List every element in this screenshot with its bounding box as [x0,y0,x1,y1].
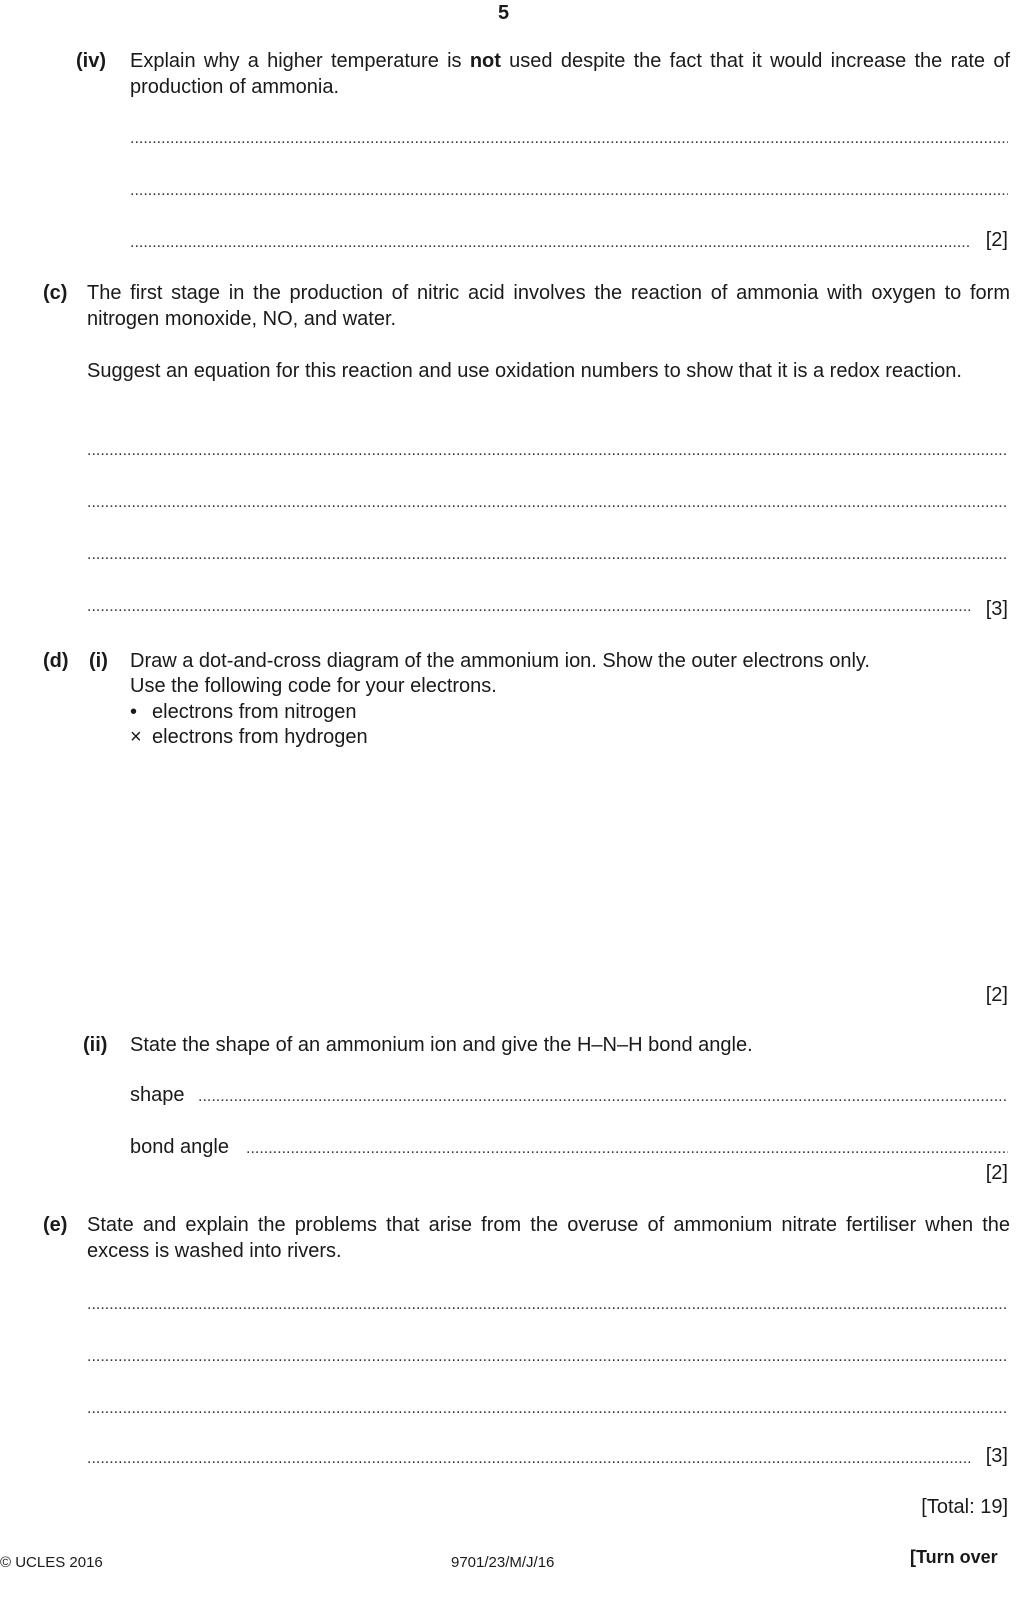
bullet-nitrogen-text: electrons from nitrogen [152,701,357,723]
question-iv-label: (iv) [76,50,106,72]
question-iv-text-before: Explain why a higher temperature is [130,50,470,72]
bond-angle-label: bond angle [130,1136,229,1158]
bullet-hydrogen [130,724,368,750]
question-d-ii-label: (ii) [83,1034,108,1056]
cross-symbol: × [130,726,142,748]
mark-e: [3] [985,1445,1008,1467]
question-c-label: (c) [43,282,68,304]
question-d-i-line1: Draw a dot-and-cross diagram of the ammonium ion. Show the outer electrons only. [130,650,870,672]
mark-iv: [2] [985,229,1008,251]
answer-line-c-2[interactable] [87,490,1008,516]
bullet-hydrogen-text: electrons from hydrogen [152,726,368,748]
answer-line-e-2[interactable] [87,1344,1008,1370]
question-iv-text-after: used despite the fact that it would increase the rate of production of ammonia. [130,50,1010,98]
question-d-ii-text: State the shape of an ammonium ion and give the H–N–H bond angle. [130,1034,753,1056]
answer-line-iv-2[interactable] [130,178,1008,204]
question-e-text: State and explain the problems that arise from the overuse of ammonium nitrate fertiliser when the excess is washed into rivers. [87,1214,1010,1262]
footer-turn-over: [Turn over [910,1547,998,1567]
answer-line-c-3[interactable] [87,542,1008,568]
footer-copyright: © UCLES 2016 [0,1554,103,1571]
question-d-i-label: (i) [89,650,108,672]
shape-label: shape [130,1084,185,1106]
answer-line-e-4[interactable] [87,1446,970,1472]
page-number: 5 [498,2,510,24]
answer-line-c-1[interactable] [87,438,1008,464]
total-marks: [Total: 19] [921,1496,1008,1518]
mark-d-ii: [2] [985,1162,1008,1184]
question-c-text-1: The first stage in the production of nitric acid involves the reaction of ammonia with oxygen to form nitrogen monoxide, NO, and water. [87,282,1010,330]
question-iv-text [130,48,1010,100]
question-e-label: (e) [43,1214,68,1236]
answer-line-iv-1[interactable] [130,126,1008,152]
question-c-text-2: Suggest an equation for this reaction and use oxidation numbers to show that it is a redox reaction. [87,360,962,382]
answer-line-e-3[interactable] [87,1396,1008,1422]
drawing-area[interactable] [130,760,970,970]
question-d-label: (d) [43,650,69,672]
shape-answer-line[interactable] [198,1084,1008,1110]
answer-line-c-4[interactable] [87,594,970,620]
bond-angle-answer-line[interactable] [246,1136,1008,1162]
bullet-nitrogen [130,699,357,725]
answer-line-e-1[interactable] [87,1292,1008,1318]
answer-line-iv-3[interactable] [130,230,970,256]
dot-symbol: • [130,701,138,723]
question-d-i-line2: Use the following code for your electrons. [130,675,497,697]
mark-d-i: [2] [985,984,1008,1006]
footer-code: 9701/23/M/J/16 [451,1554,555,1571]
question-iv-text-bold: not [469,50,501,72]
mark-c: [3] [985,598,1008,620]
